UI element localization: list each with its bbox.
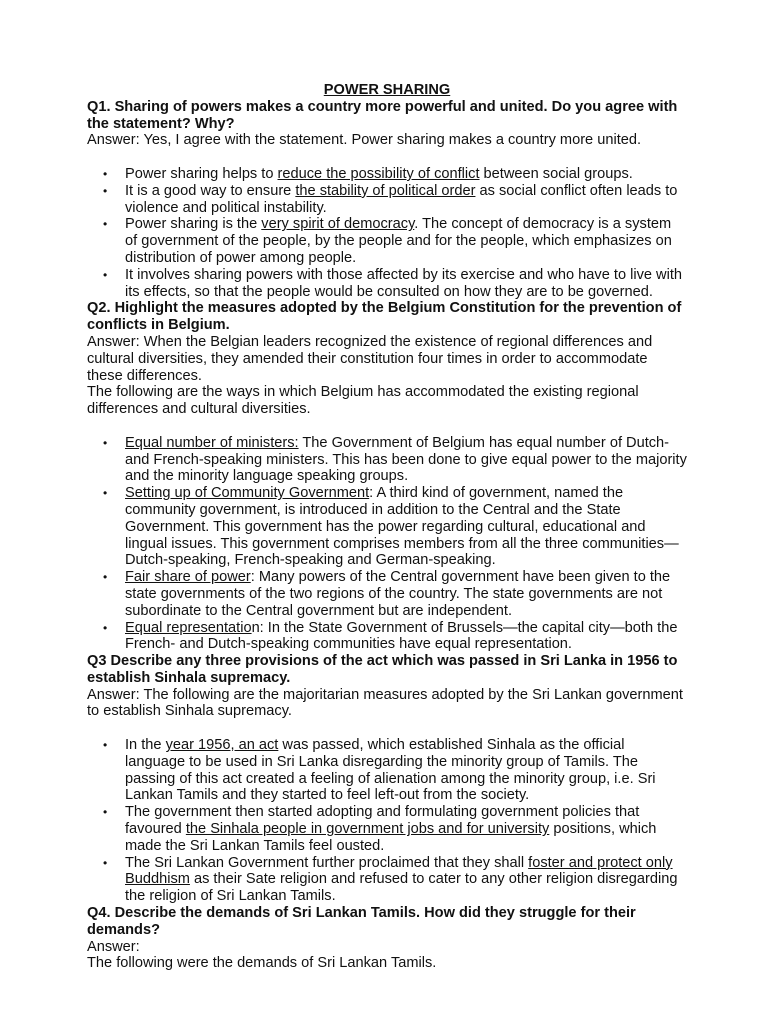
- answer-4: Answer:: [87, 938, 140, 955]
- answer-4-paragraph: The following were the demands of Sri Lankan Tamils.: [87, 955, 437, 972]
- q3-bullet-list: [87, 737, 687, 905]
- answer-text: The following are the majoritarian measures adopted by the Sri Lankan government to establish Sinhala supremacy.: [87, 686, 683, 720]
- bullet-icon: •: [103, 183, 108, 198]
- bullet-icon: •: [103, 570, 108, 585]
- answer-1: [87, 132, 687, 149]
- answer-label: Answer:: [87, 132, 140, 149]
- bullet-icon: •: [103, 620, 108, 635]
- answer-3: [87, 687, 687, 721]
- question-2: Q2. Highlight the measures adopted by the Belgium Constitution for the prevention of conflicts in Belgium.: [87, 300, 682, 334]
- bullet-icon: •: [103, 738, 108, 753]
- bullet-icon: •: [103, 486, 108, 501]
- document-page: [87, 82, 687, 972]
- list-item: • Equal representation: In the State Government of Brussels—the capital city—both the French- and Dutch-speaking communities have equal representation.: [103, 619, 678, 653]
- answer-2-paragraph: The following are the ways in which Belgium has accommodated the existing regional differences and cultural diversities.: [87, 384, 639, 418]
- list-item: • Power sharing is the very spirit of democracy. The concept of democracy is a system of government of the people, by the people and for the people, which emphasizes on distribution of power among people.: [103, 216, 672, 266]
- list-item: • The Sri Lankan Government further proclaimed that they shall foster and protect only Buddhism as their Sate religion and refused to cater to any other religion disregarding the religion of Sri Lankan Tamils.: [103, 854, 678, 905]
- q1-bullet-list: [87, 166, 687, 300]
- list-item: • It is a good way to ensure the stability of political order as social conflict often leads to violence and political instability.: [103, 182, 678, 216]
- bullet-icon: •: [103, 855, 108, 870]
- bullet-icon: •: [103, 166, 108, 181]
- bullet-icon: •: [103, 805, 108, 820]
- answer-label: Answer:: [87, 686, 140, 703]
- answer-text: When the Belgian leaders recognized the existence of regional differences and cultural diversities, they amended their constitution four times in order to accommodate these differences.: [87, 333, 653, 384]
- answer-text: Yes, I agree with the statement. Power sharing makes a country more united.: [139, 132, 642, 149]
- list-item: • Power sharing helps to reduce the possibility of conflict between social groups.: [103, 165, 633, 182]
- list-item: • In the year 1956, an act was passed, which established Sinhala as the official language to be used in Sri Lanka disregarding the minority group of Tamils. The passing of this act created a feeling of alienation among the minority group, i.e. Sri Lankan Tamils and they started to feel left-out from the society.: [103, 737, 656, 804]
- bullet-icon: •: [103, 435, 108, 450]
- bullet-icon: •: [103, 217, 108, 232]
- question-3: Q3 Describe any three provisions of the act which was passed in Sri Lanka in 1956 to establish Sinhala supremacy.: [87, 653, 678, 686]
- list-item: • Fair share of power: Many powers of the Central government have been given to the state governments of the two regions of the country. The state governments are not subordinate to the Central government but are independent.: [103, 569, 671, 619]
- question-4: Q4. Describe the demands of Sri Lankan Tamils. How did they struggle for their demands?: [87, 905, 636, 938]
- list-item: • Equal number of ministers: The Government of Belgium has equal number of Dutch- and French-speaking ministers. This has been done to give equal power to the majority and the minority language speaking groups.: [103, 434, 687, 485]
- page-title: POWER SHARING: [323, 82, 451, 98]
- answer-label: Answer:: [87, 333, 140, 350]
- q2-bullet-list: [87, 435, 687, 653]
- answer-2: [87, 334, 687, 384]
- list-item: • It involves sharing powers with those affected by its exercise and who have to live with its effects, so that the people would be consulted on how they are to be governed.: [103, 266, 683, 300]
- list-item: • Setting up of Community Government: A third kind of government, named the community government, is introduced in addition to the Central and the State Government. This government has the power regarding cultural, educational and lingual issues. This government comprises members from all the three communities—Dutch-speaking, French-speaking and German-speaking.: [103, 485, 679, 569]
- question-1: Q1. Sharing of powers makes a country more powerful and united. Do you agree with the statement? Why?: [87, 98, 678, 132]
- list-item: • The government then started adopting and formulating government policies that favoured the Sinhala people in government jobs and for university positions, which made the Sri Lankan Tamils feel ousted.: [103, 804, 657, 854]
- bullet-icon: •: [103, 267, 108, 282]
